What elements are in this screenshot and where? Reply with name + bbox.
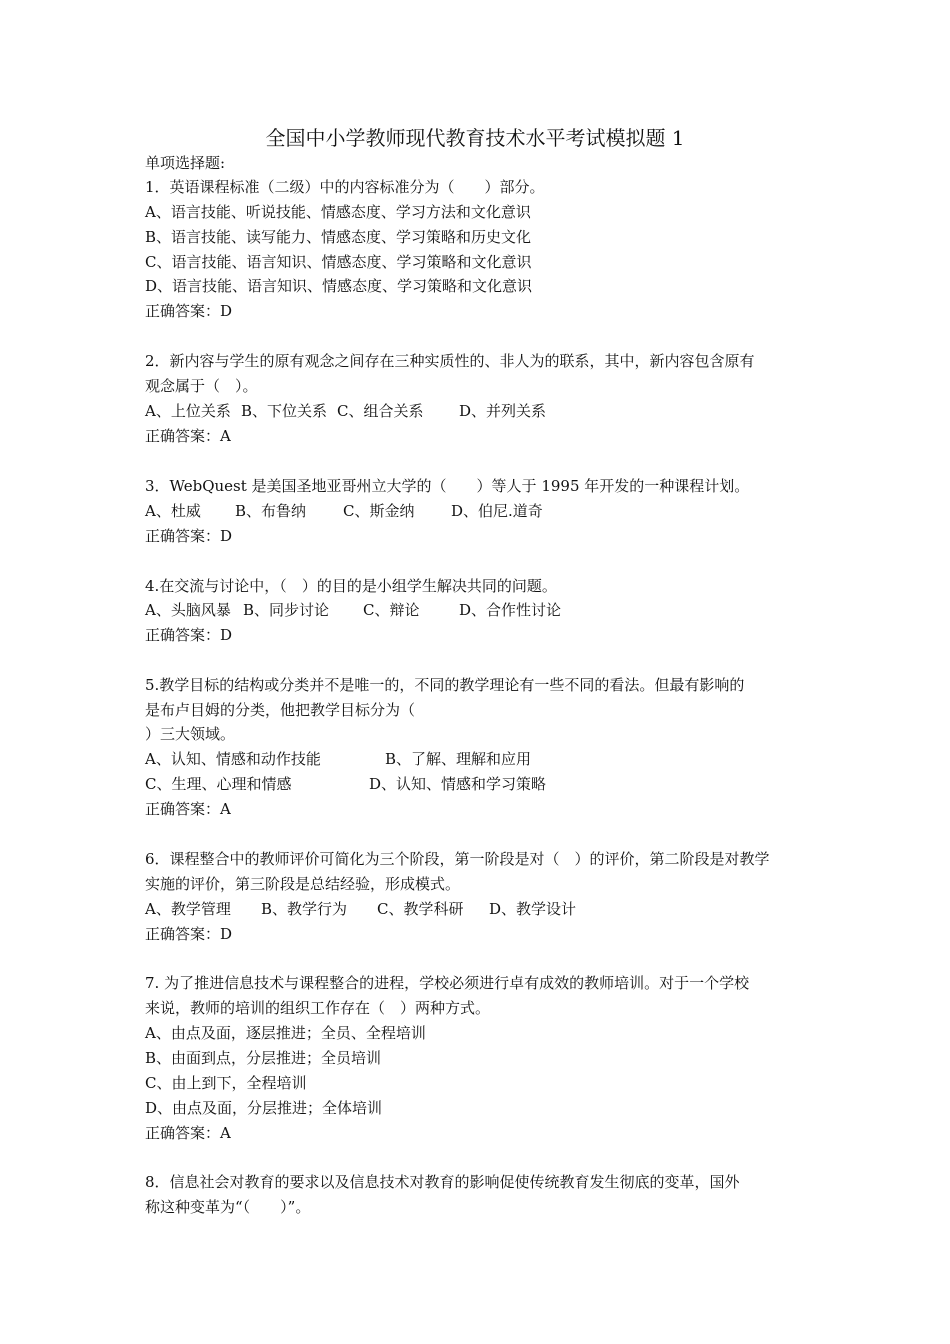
- question-3-option-b: B、布鲁纳: [235, 502, 307, 520]
- question-6-option-c: C、教学科研: [377, 900, 464, 918]
- question-2-stem-line-2: 观念属于（ ）。: [145, 377, 258, 395]
- question-1-option-a: A、语言技能、听说技能、情感态度、学习方法和文化意识: [145, 203, 531, 221]
- question-2-options: [145, 399, 815, 423]
- question-8-stem-line-1: 8．信息社会对教育的要求以及信息技术对教育的影响促使传统教育发生彻底的变革，国外: [145, 1173, 740, 1191]
- question-6-answer: 正确答案：D: [145, 925, 233, 943]
- question-1-option-c: C、语言技能、语言知识、情感态度、学习策略和文化意识: [145, 253, 532, 271]
- question-5-stem-line-1: 5.教学目标的结构或分类并不是唯一的，不同的教学理论有一些不同的看法。但最有影响的: [145, 676, 745, 694]
- question-7-option-b: B、由面到点，分层推进；全员培训: [145, 1049, 382, 1067]
- question-2-option-b: B、下位关系: [241, 402, 328, 420]
- question-7-stem-line-1: 7. 为了推进信息技术与课程整合的进程，学校必须进行卓有成效的教师培训。对于一个学校: [145, 974, 750, 992]
- question-6-stem-line-2: 实施的评价，第三阶段是总结经验，形成模式。: [145, 875, 461, 893]
- question-5-option-c: C、生理、心理和情感: [145, 775, 292, 793]
- question-4-option-d: D、合作性讨论: [459, 601, 562, 619]
- question-4-option-b: B、同步讨论: [243, 601, 330, 619]
- question-2-stem-line-1: 2．新内容与学生的原有观念之间存在三种实质性的、非人为的联系，其中，新内容包含原有: [145, 352, 755, 370]
- question-1-answer: 正确答案：D: [145, 302, 233, 320]
- question-7-option-a: A、由点及面，逐层推进；全员、全程培训: [145, 1024, 426, 1042]
- question-6-option-a: A、教学管理: [145, 900, 231, 918]
- question-6-option-d: D、教学设计: [489, 900, 577, 918]
- question-4-option-a: A、头脑风暴: [145, 601, 231, 619]
- page-title: 全国中小学教师现代教育技术水平考试模拟题 1: [265, 126, 685, 150]
- question-4-answer: 正确答案：D: [145, 626, 233, 644]
- question-7-option-c: C、由上到下，全程培训: [145, 1074, 307, 1092]
- question-2-answer: 正确答案：A: [145, 427, 231, 445]
- question-3-option-a: A、杜威: [145, 502, 201, 520]
- question-5-stem-line-3: ）三大领域。: [145, 725, 236, 743]
- question-5-option-b: B、了解、理解和应用: [385, 750, 532, 768]
- question-3-answer: 正确答案：D: [145, 527, 233, 545]
- question-2-option-a: A、上位关系: [145, 402, 231, 420]
- question-5-answer: 正确答案：A: [145, 800, 231, 818]
- question-6-options: [145, 897, 815, 921]
- question-2-option-c: C、组合关系: [337, 402, 424, 420]
- question-3-options: [145, 499, 815, 523]
- question-5-options-row-1: [145, 747, 815, 771]
- question-1-option-d: D、语言技能、语言知识、情感态度、学习策略和文化意识: [145, 277, 533, 295]
- question-6-option-b: B、教学行为: [261, 900, 348, 918]
- question-7-answer: 正确答案：A: [145, 1124, 231, 1142]
- question-5-option-a: A、认知、情感和动作技能: [145, 750, 321, 768]
- question-3-stem: 3．WebQuest 是美国圣地亚哥州立大学的（ ）等人于 1995 年开发的一种课程计划。: [145, 477, 750, 495]
- question-4-stem: 4.在交流与讨论中，（ ）的目的是小组学生解决共同的问题。: [145, 577, 557, 595]
- question-7-option-d: D、由点及面，分层推进；全体培训: [145, 1099, 383, 1117]
- question-5-option-d: D、认知、情感和学习策略: [369, 775, 547, 793]
- question-2-option-d: D、并列关系: [459, 402, 547, 420]
- section-heading: 单项选择题:: [145, 154, 226, 172]
- question-7-stem-line-2: 来说，教师的培训的组织工作存在（ ）两种方式。: [145, 999, 491, 1017]
- question-3-option-c: C、斯金纳: [343, 502, 415, 520]
- question-5-options-row-2: [145, 772, 815, 796]
- question-5-stem-line-2: 是布卢目姆的分类，他把教学目标分为（: [145, 701, 416, 719]
- question-1-stem: 1．英语课程标准（二级）中的内容标准分为（ ）部分。: [145, 178, 545, 196]
- question-4-option-c: C、辩论: [363, 601, 420, 619]
- question-1-option-b: B、语言技能、读写能力、情感态度、学习策略和历史文化: [145, 228, 532, 246]
- question-6-stem-line-1: 6．课程整合中的教师评价可简化为三个阶段，第一阶段是对（ ）的评价，第二阶段是对教学: [145, 850, 770, 868]
- question-3-option-d: D、伯尼.道奇: [451, 502, 543, 520]
- question-8-stem-line-2: 称这种变革为“（ ）”。: [145, 1198, 311, 1216]
- question-4-options: [145, 598, 815, 622]
